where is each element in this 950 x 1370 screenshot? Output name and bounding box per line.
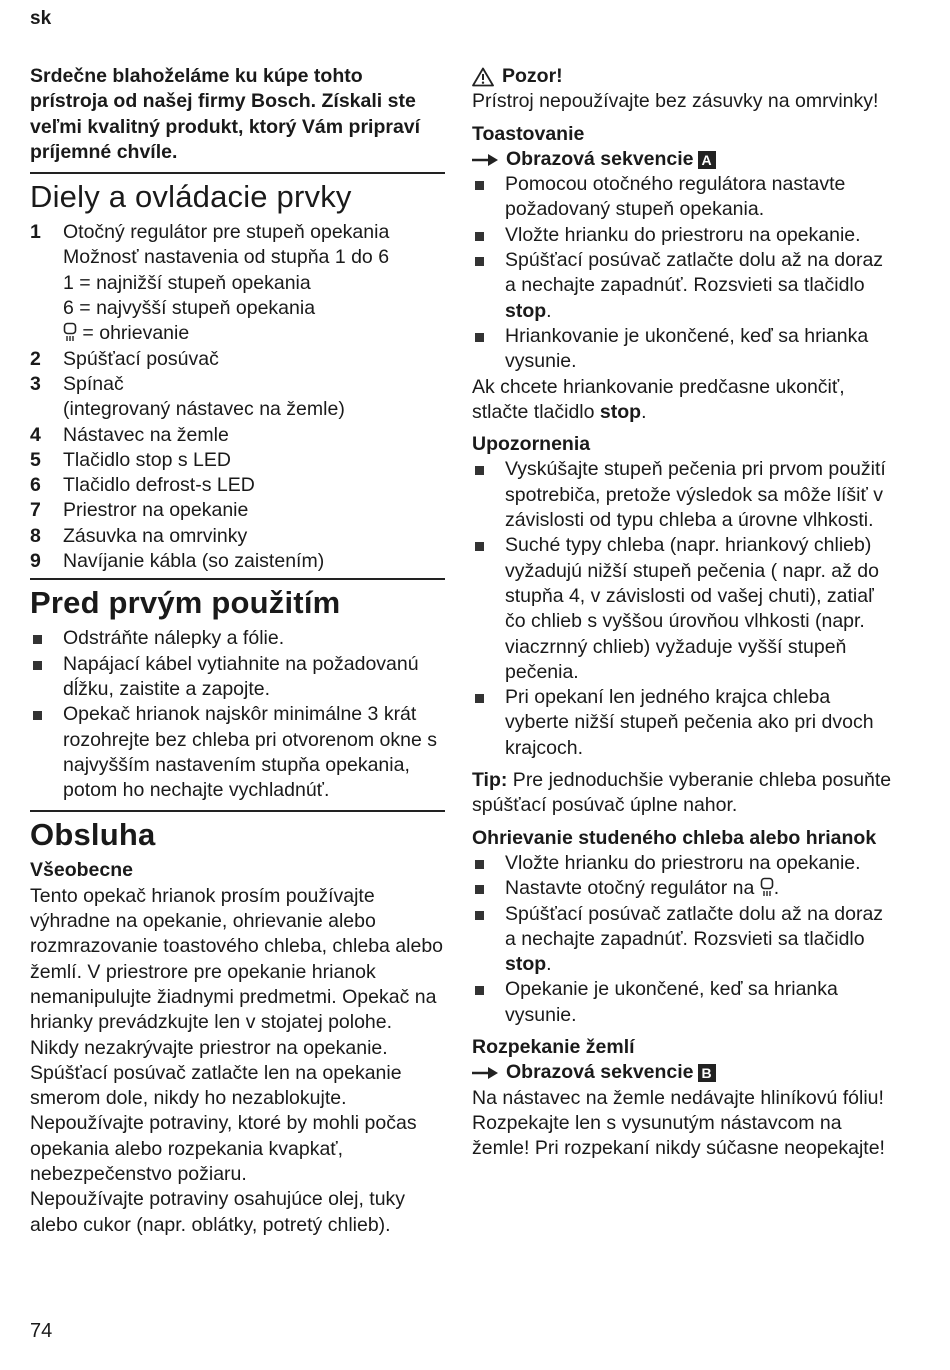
list-item bbox=[472, 248, 892, 324]
item-text: Možnosť nastavenia od stupňa 1 do 6 bbox=[63, 246, 390, 269]
stop-label: stop bbox=[599, 400, 642, 423]
item-text: 1 = najnižší stupeň opekania bbox=[63, 271, 311, 294]
paragraph: Nepoužívajte potraviny osahujúce olej, tuky alebo cukor (napr. oblátky, potretý chlieb). bbox=[30, 1188, 406, 1236]
item-text: Spúšťací posúvač bbox=[63, 347, 219, 370]
item-text: . bbox=[641, 400, 647, 423]
first-use-title: Pred prvým použitím bbox=[30, 585, 341, 621]
toasting-list bbox=[472, 172, 892, 374]
tip-text bbox=[472, 768, 892, 819]
section-divider bbox=[30, 172, 445, 174]
item-text: Tlačidlo defrost-s LED bbox=[63, 474, 255, 497]
item-text: Priestror na opekanie bbox=[63, 499, 249, 522]
item-text: Otočný regulátor pre stupeň opekania bbox=[63, 221, 390, 244]
list-item: Vložte hrianku do priestroru na opekanie. bbox=[472, 223, 892, 248]
rolls-text: Na nástavec na žemle nedávajte hliníkovú fóliu! Rozpekajte len s vysunutým nástavcom na žemle! Pri rozpekaní nikdy súčasne neopekajte! bbox=[472, 1086, 885, 1160]
left-column bbox=[30, 64, 445, 1238]
notes-heading: Upozornenia bbox=[472, 433, 591, 456]
list-item: Hriankovanie je ukončené, keď sa hrianka vysunie. bbox=[472, 324, 892, 375]
item-text: Zásuvka na omrvinky bbox=[63, 524, 248, 547]
stop-label: stop bbox=[505, 299, 547, 322]
parts-item bbox=[30, 473, 445, 498]
parts-item bbox=[30, 423, 445, 448]
warning-triangle-icon bbox=[472, 67, 494, 87]
parts-item bbox=[30, 347, 445, 372]
list-item bbox=[472, 876, 892, 901]
list-item: Vložte hrianku do priestroru na opekanie. bbox=[472, 851, 892, 876]
bread-heating-icon bbox=[63, 322, 77, 342]
language-code: sk bbox=[30, 8, 52, 29]
heat-setting-label: = ohrievanie bbox=[82, 322, 190, 345]
reheat-heading: Ohrievanie studeného chleba alebo hrianok bbox=[472, 826, 877, 849]
cancel-text bbox=[472, 375, 892, 426]
list-item: Vyskúšajte stupeň pečenia pri prvom použití spotrebiča, pretože výsledok sa môže líšiť v závislosti od typu chleba a úrovne vlhkosti. bbox=[472, 457, 892, 533]
sequence-letter-badge: B bbox=[698, 1064, 716, 1082]
item-text: Tlačidlo stop s LED bbox=[63, 448, 231, 471]
item-number: 2 bbox=[30, 347, 41, 370]
item-number: 3 bbox=[30, 372, 41, 395]
bread-heating-icon bbox=[760, 877, 774, 897]
item-number: 4 bbox=[30, 423, 41, 446]
stop-label: stop bbox=[505, 953, 547, 976]
item-text: Ak chcete hriankovanie predčasne ukončiť, stlačte tlačidlo bbox=[472, 375, 845, 423]
list-item: Odstráňte nálepky a fólie. bbox=[30, 626, 445, 651]
item-text: 6 = najvyšší stupeň opekania bbox=[63, 297, 316, 320]
parts-item bbox=[30, 524, 445, 549]
page-number: 74 bbox=[30, 1320, 53, 1342]
intro-text: Srdečne blahoželáme ku kúpe tohto prístroja od našej firmy Bosch. Získali ste veľmi kvalitný produkt, ktorý Vám pripraví príjemné chvíle. bbox=[30, 65, 421, 163]
item-number: 9 bbox=[30, 550, 41, 573]
arrow-right-icon bbox=[472, 1066, 498, 1080]
parts-title: Diely a ovládacie prvky bbox=[30, 179, 352, 215]
parts-item bbox=[30, 448, 445, 473]
item-text: Navíjanie kábla (so zaistením) bbox=[63, 550, 325, 573]
section-divider bbox=[30, 810, 445, 812]
item-text: Pre jednoduchšie vyberanie chleba posuňte spúšťací posúvač úplne nahor. bbox=[472, 769, 892, 817]
item-text: Spúšťací posúvač zatlačte dolu až na doraz a nechajte zapadnúť. Rozsvieti sa tlačidlo bbox=[505, 902, 884, 950]
sequence-label: Obrazová sekvencie bbox=[506, 1061, 694, 1084]
list-item bbox=[472, 902, 892, 978]
general-heading: Všeobecne bbox=[30, 859, 133, 882]
tip-label: Tip: bbox=[472, 769, 508, 792]
item-number: 8 bbox=[30, 524, 41, 547]
notes-list bbox=[472, 457, 892, 761]
parts-item bbox=[30, 549, 445, 574]
warning-text: Prístroj nepoužívajte bez zásuvky na omrvinky! bbox=[472, 90, 879, 113]
item-number: 6 bbox=[30, 474, 41, 497]
sequence-label: Obrazová sekvencie bbox=[506, 147, 694, 170]
item-text: . bbox=[546, 299, 552, 322]
list-item: Opekač hrianok najskôr minimálne 3 krát rozohrejte bez chleba pri otvorenom okne s najvyšším nastavením stupňa opekania, potom ho nechajte vychladnúť. bbox=[30, 702, 445, 803]
reheat-list bbox=[472, 851, 892, 1028]
list-item: Pri opekaní len jedného krajca chleba vyberte nižší stupeň pečenia ako pri dvoch krajcoch. bbox=[472, 685, 892, 761]
paragraph: Nepoužívajte potraviny, ktoré by mohli počas opekania alebo rozpekania kvapkať, nebezpečenstvo požiaru. bbox=[30, 1112, 417, 1185]
toasting-heading: Toastovanie bbox=[472, 122, 585, 145]
right-column bbox=[472, 64, 892, 1161]
parts-item bbox=[30, 220, 445, 346]
item-number: 7 bbox=[30, 499, 41, 522]
first-use-list bbox=[30, 626, 445, 803]
list-item: Opekanie je ukončené, keď sa hrianka vysunie. bbox=[472, 977, 892, 1028]
item-text: Spúšťací posúvač zatlačte dolu až na doraz a nechajte zapadnúť. Rozsvieti sa tlačidlo bbox=[505, 249, 884, 297]
item-number: 5 bbox=[30, 448, 41, 471]
list-item: Suché typy chleba (napr. hriankový chlieb) vyžadujú nižší stupeň pečenia ( napr. až do stupňa 4, v závislosti od vašej chuti), zatiaľ čo chlieb s vyššou úrovňou vlhkosti (napr. viaczrnný chlieb) vyžaduje vyšší stupeň pečenia. bbox=[472, 533, 892, 685]
image-sequence-ref bbox=[472, 1060, 892, 1085]
section-divider bbox=[30, 578, 445, 580]
arrow-right-icon bbox=[472, 153, 498, 167]
item-text: . bbox=[546, 953, 552, 976]
operation-title: Obsluha bbox=[30, 817, 156, 853]
paragraph: Tento opekač hrianok prosím používajte výhradne na opekanie, ohrievanie alebo rozmrazovanie toastového chleba, chleba alebo žemlí. V priestrore pre opekanie hrianok nemanipulujte žiadnymi predmetmi. Opekač na hrianky prevádzkujte len v stojatej polohe. Nikdy nezakrývajte priestror na opekanie. Spúšťací posúvač zatlačte len na opekanie smerom dole, nikdy ho nezablokujte. bbox=[30, 884, 444, 1110]
item-text: Nastavte otočný regulátor na bbox=[505, 877, 755, 900]
item-text: (integrovaný nástavec na žemle) bbox=[63, 398, 345, 421]
image-sequence-ref bbox=[472, 147, 892, 172]
parts-item bbox=[30, 372, 445, 423]
item-text: . bbox=[773, 877, 780, 900]
list-item: Napájací kábel vytiahnite na požadovanú dĺžku, zaistite a zapojte. bbox=[30, 652, 445, 703]
sequence-letter-badge: A bbox=[698, 151, 716, 169]
warning-label: Pozor! bbox=[502, 65, 563, 87]
item-text: Spínač bbox=[63, 372, 124, 395]
list-item: Pomocou otočného regulátora nastavte požadovaný stupeň opekania. bbox=[472, 172, 892, 223]
rolls-heading: Rozpekanie žemlí bbox=[472, 1035, 635, 1058]
parts-item bbox=[30, 498, 445, 523]
item-number: 1 bbox=[30, 221, 41, 244]
item-text: Nástavec na žemle bbox=[63, 423, 229, 446]
parts-list bbox=[30, 220, 445, 574]
item-text bbox=[63, 321, 445, 346]
warning-heading bbox=[472, 64, 892, 89]
